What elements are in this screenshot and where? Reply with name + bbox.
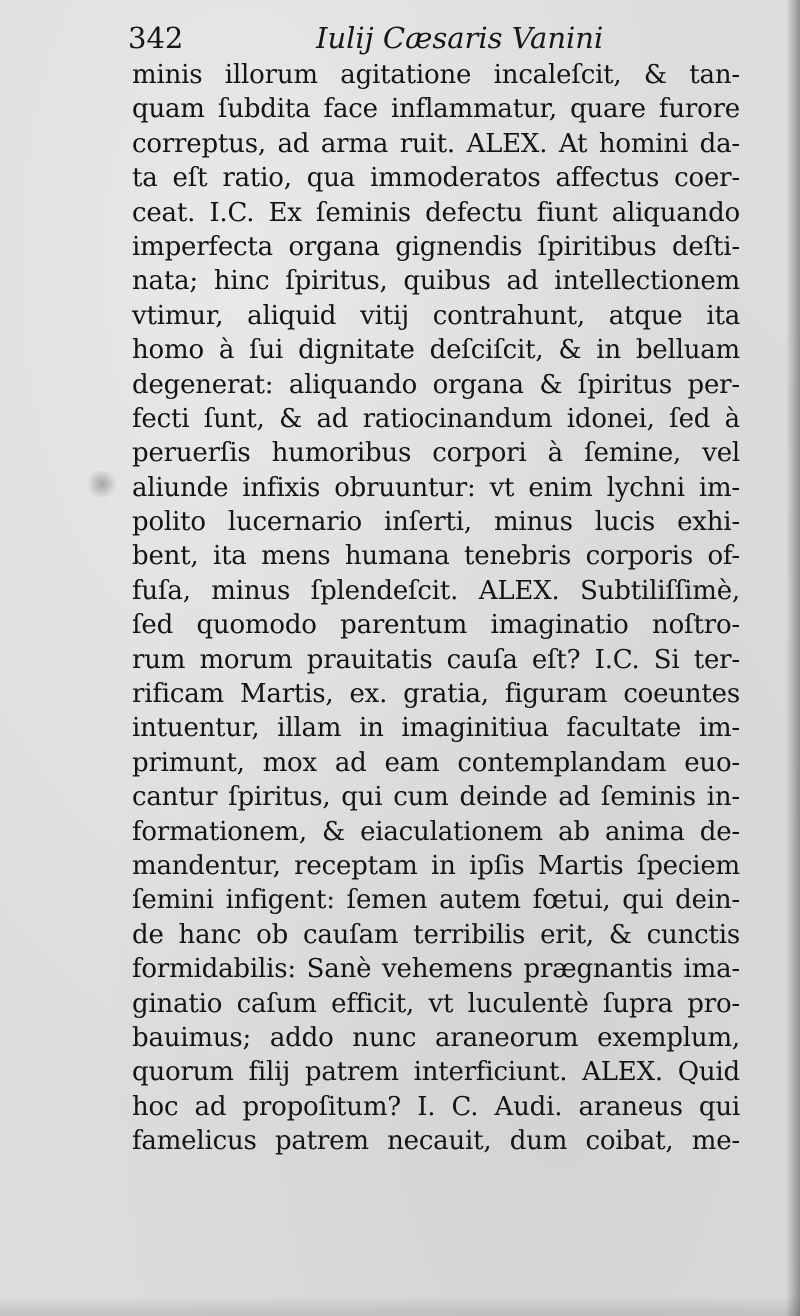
text-line: homo à ſui dignitate deſciſcit, & in belluam (132, 335, 740, 366)
text-line: polito lucernario inſerti, minus lucis exhi- (132, 507, 740, 538)
text-line: quam ſubdita face inflammatur, quare furore (132, 94, 740, 125)
text-line: fuſa, minus ſplendeſcit. ALEX. Subtiliſſimè, (132, 575, 740, 606)
page-number: 342 (128, 21, 184, 55)
text-line: famelicus patrem necauit, dum coibat, me- (132, 1126, 740, 1157)
text-line: bauimus; addo nunc araneorum exemplum, (132, 1022, 740, 1053)
running-head: Iulij Cæsaris Vanini (316, 21, 604, 55)
text-line: intuentur, illam in imaginitiua facultate im- (132, 713, 740, 744)
page-header (120, 18, 640, 58)
text-line: cantur ſpiritus, qui cum deinde ad ſeminis in- (132, 782, 740, 813)
page-edge-shadow (786, 0, 800, 1316)
text-line: nata; hinc ſpiritus, quibus ad intellectionem (132, 266, 740, 297)
page-bottom-shadow (0, 1296, 800, 1316)
text-line: correptus, ad arma ruit. ALEX. At homini da- (132, 128, 740, 159)
text-line: rificam Martis, ex. gratia, figuram coeuntes (132, 679, 740, 710)
text-line: quorum filij patrem interficiunt. ALEX. Quid (132, 1057, 740, 1088)
text-line: ceat. I.C. Ex ſeminis defectu fiunt aliquando (132, 197, 740, 228)
text-line: de hanc ob cauſam terribilis erit, & cunctis (132, 919, 740, 950)
body-text (132, 58, 740, 1159)
text-line: ſed quomodo parentum imaginatio noſtro- (132, 610, 740, 641)
text-line: fecti ſunt, & ad ratiocinandum idonei, ſed à (132, 403, 740, 434)
text-line: formidabilis: Sanè vehemens prægnantis ima- (132, 954, 740, 985)
text-line: mandentur, receptam in ipſis Martis ſpeciem (132, 850, 740, 881)
text-line: minis illorum agitatione incaleſcit, & tan- (132, 60, 740, 90)
text-line: ginatio caſum efficit, vt luculentè ſupra pro- (132, 988, 740, 1019)
text-line: ſemini infigent: ſemen autem fœtui, qui dein- (132, 885, 740, 916)
text-line: degenerat: aliquando organa & ſpiritus per- (132, 369, 740, 400)
text-line: peruerſis humoribus corpori à ſemine, vel (132, 438, 740, 469)
text-line: aliunde infixis obruuntur: vt enim lychni im- (132, 472, 740, 503)
text-line: primunt, mox ad eam contemplandam euo- (132, 747, 740, 778)
text-line: ta eſt ratio, qua immoderatos affectus coer- (132, 163, 740, 194)
text-line: vtimur, aliquid vitij contrahunt, atque ita (132, 300, 740, 331)
text-line: formationem, & eiaculationem ab anima de- (132, 816, 740, 847)
ink-blot (86, 470, 118, 498)
text-line: hoc ad propoſitum? I. C. Audi. araneus qui (132, 1091, 740, 1122)
text-line: rum morum prauitatis cauſa eſt? I.C. Si ter- (132, 644, 740, 675)
text-line: imperfecta organa gignendis ſpiritibus deſti- (132, 231, 740, 262)
text-line: bent, ita mens humana tenebris corporis of- (132, 541, 740, 572)
